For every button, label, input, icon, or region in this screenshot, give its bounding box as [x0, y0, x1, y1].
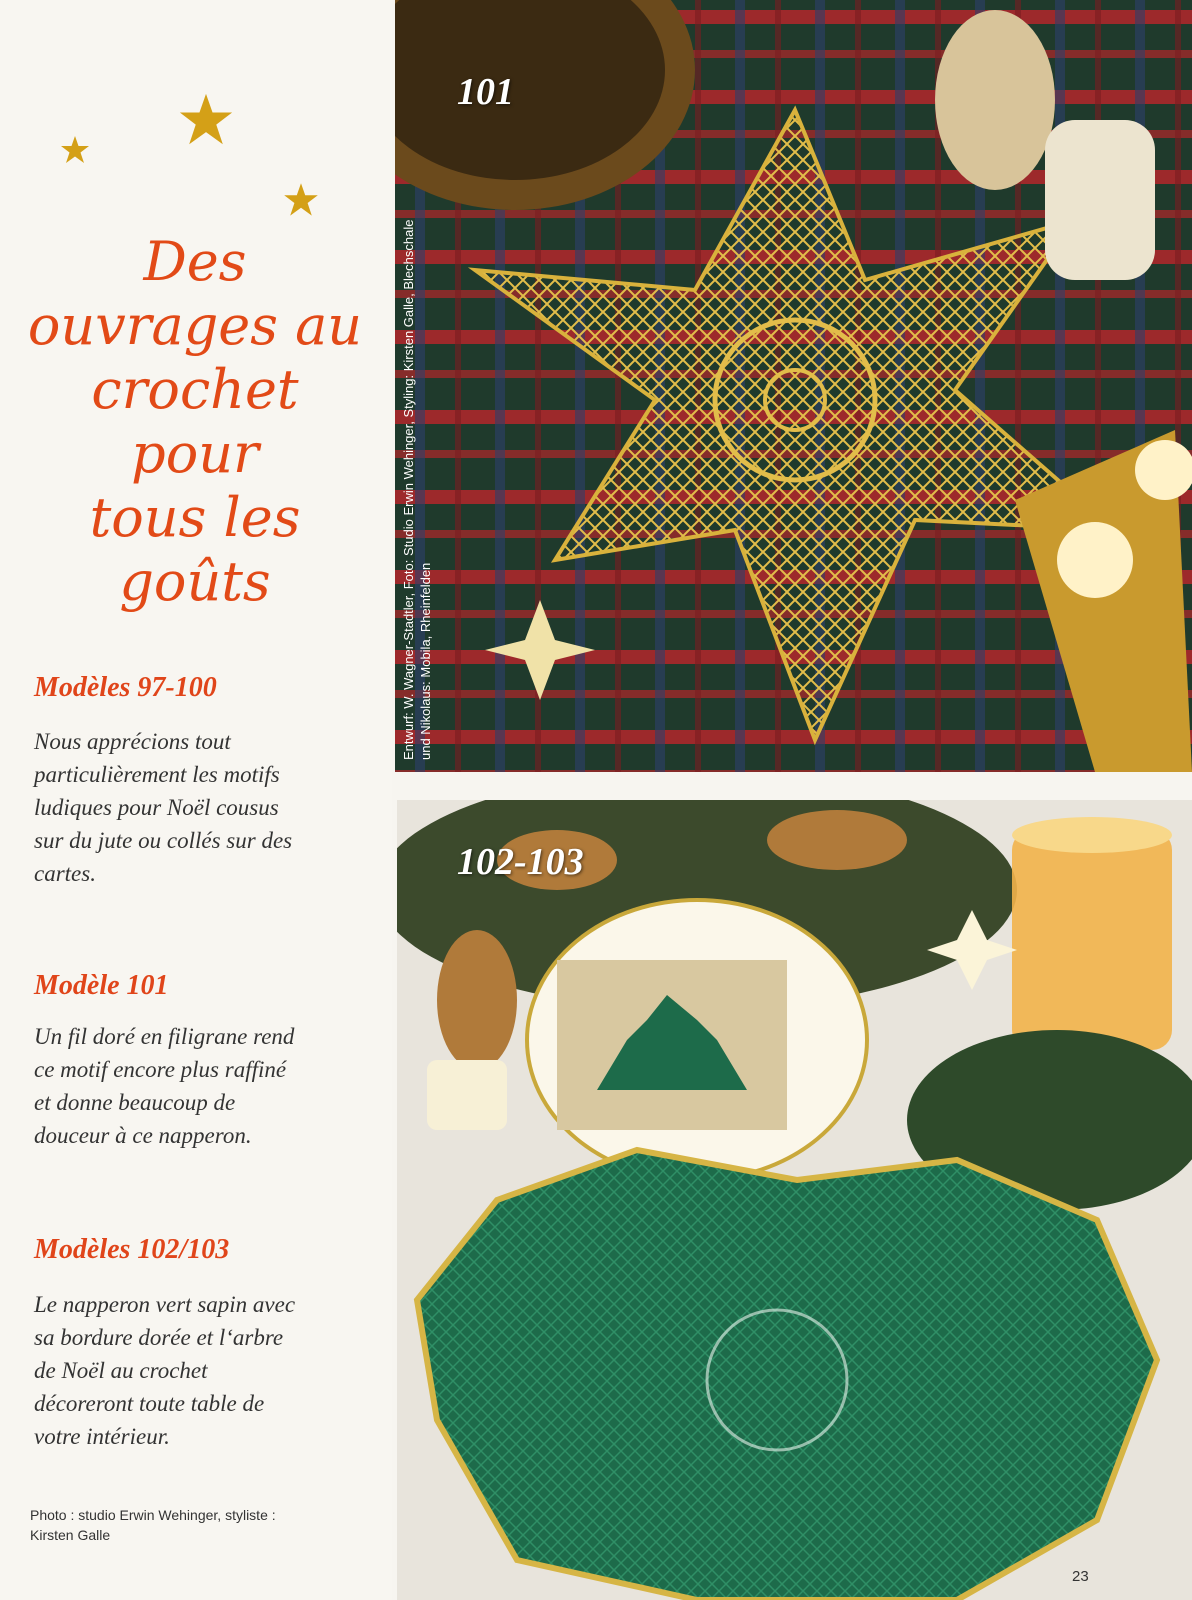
body-line: cartes.	[34, 861, 96, 886]
body-line: sur du jute ou collés sur des	[34, 828, 293, 853]
body-line: Nous apprécions tout	[34, 729, 231, 754]
body-line: décoreront toute table de	[34, 1391, 265, 1416]
photo-gold-star-doily	[395, 0, 1192, 772]
headline-line: tous les	[89, 486, 301, 549]
body-line: de Noël au crochet	[34, 1358, 208, 1383]
body-line: particulièrement les motifs	[34, 762, 280, 787]
gold-doily-illustration	[395, 0, 1192, 772]
credit-line: Photo : studio Erwin Wehinger, styliste :	[30, 1507, 276, 1523]
body-line: votre intérieur.	[34, 1424, 170, 1449]
headline-line: ouvrages au	[27, 294, 363, 357]
headline-line: crochet pour	[91, 358, 299, 485]
vertical-credit-line: und Nikolaus: Mobila, Rheinfelden	[418, 562, 433, 760]
star-icon	[60, 135, 90, 165]
photo-label-101: 101	[457, 71, 514, 113]
body-line: douceur à ce napperon.	[34, 1123, 252, 1148]
body-line: ce motif encore plus raffiné	[34, 1057, 287, 1082]
photo-green-doily	[397, 800, 1192, 1600]
body-line: et donne beaucoup de	[34, 1090, 236, 1115]
body-line: sa bordure dorée et l‘arbre	[34, 1325, 284, 1350]
headline-line: Des	[143, 230, 247, 293]
section-title-97-100: Modèles 97-100	[34, 672, 217, 703]
section-body-101	[34, 1020, 374, 1152]
vertical-credit-line: Entwurf: W. Wagner-Stadtler, Foto: Studio Erwin Wehinger, Styling: Kirsten Galle, Blechschale	[401, 219, 416, 760]
body-line: Un fil doré en filigrane rend	[34, 1024, 295, 1049]
section-title-101: Modèle 101	[34, 970, 169, 1001]
green-doily-illustration	[397, 800, 1192, 1600]
headline-line: goûts	[119, 550, 271, 613]
credit-line: Kirsten Galle	[30, 1527, 111, 1543]
vertical-photo-credit	[400, 60, 434, 760]
star-icon	[283, 182, 319, 218]
page-number: 23	[1072, 1568, 1089, 1585]
text-column	[0, 0, 392, 1600]
body-line: Le napperon vert sapin avec	[34, 1292, 296, 1317]
star-icon	[178, 92, 234, 148]
section-body-97-100	[34, 725, 374, 890]
section-title-102-103: Modèles 102/103	[34, 1234, 230, 1265]
page-headline	[20, 230, 370, 614]
photo-label-102-103: 102-103	[457, 841, 584, 883]
body-line: ludiques pour Noël cousus	[34, 795, 279, 820]
photo-credit	[30, 1505, 276, 1545]
section-body-102-103	[34, 1288, 374, 1453]
